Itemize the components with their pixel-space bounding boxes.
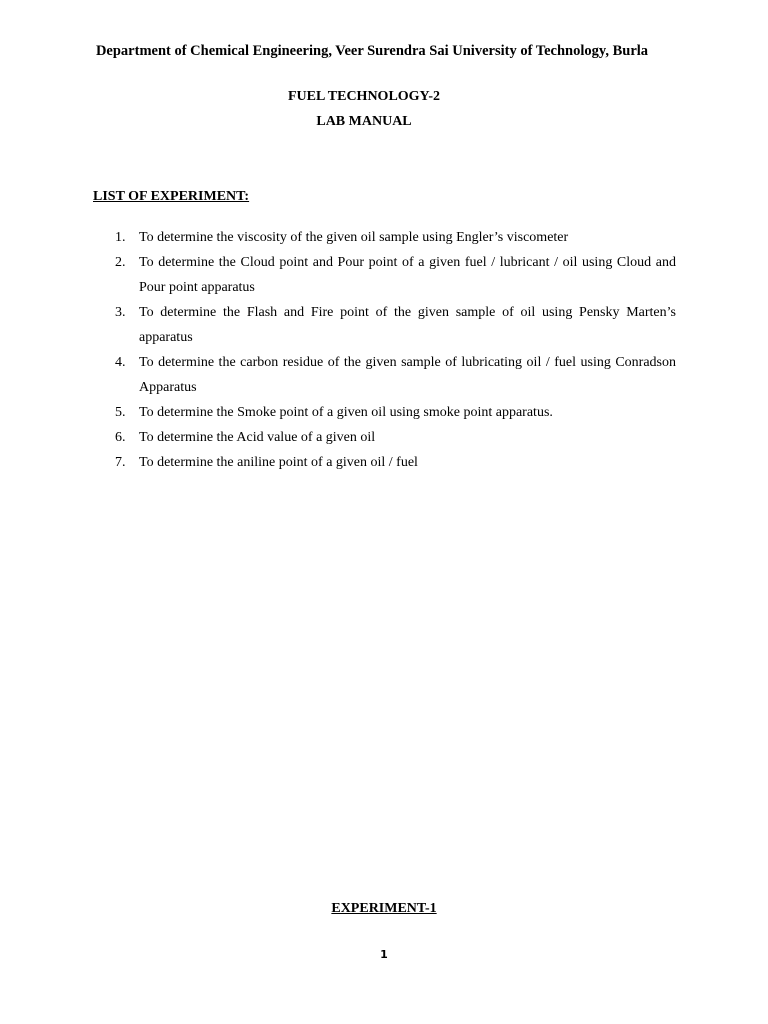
- list-item: [110, 300, 676, 350]
- list-item-text: To determine the Flash and Fire point of the given sample of oil using Pensky Marten’s apparatus: [139, 305, 676, 345]
- list-item-number: 6.: [115, 430, 126, 445]
- list-item-text: To determine the viscosity of the given oil sample using Engler’s viscometer: [139, 230, 569, 245]
- list-item: [110, 225, 676, 250]
- list-item: [110, 400, 676, 425]
- list-item: [110, 250, 676, 300]
- list-item-number: 1.: [115, 230, 126, 245]
- experiment-heading: EXPERIMENT-1: [331, 901, 437, 916]
- list-item-text: To determine the Smoke point of a given oil using smoke point apparatus.: [139, 405, 553, 420]
- page-number: 1: [380, 948, 388, 961]
- manual-subtitle: LAB MANUAL: [316, 114, 412, 129]
- list-item: [110, 450, 676, 475]
- list-item-text: To determine the aniline point of a given oil / fuel: [139, 455, 418, 470]
- list-item-number: 7.: [115, 455, 126, 470]
- list-item-text: To determine the Cloud point and Pour point of a given fuel / lubricant / oil using Cloud and Pour point apparatus: [139, 255, 676, 295]
- list-item: [110, 425, 676, 450]
- list-item-number: 3.: [115, 305, 126, 320]
- list-item: [110, 350, 676, 400]
- list-item-number: 4.: [115, 355, 126, 370]
- course-title: FUEL TECHNOLOGY-2: [287, 89, 441, 104]
- list-item-number: 2.: [115, 255, 126, 270]
- department-header: Department of Chemical Engineering, Veer Surendra Sai University of Technology, Burla: [95, 43, 649, 59]
- experiment-list-heading: LIST OF EXPERIMENT:: [93, 189, 250, 204]
- list-item-number: 5.: [115, 405, 126, 420]
- experiment-list: [110, 225, 676, 475]
- list-item-text: To determine the Acid value of a given oil: [139, 430, 376, 445]
- list-item-text: To determine the carbon residue of the given sample of lubricating oil / fuel using Conradson Apparatus: [139, 355, 676, 395]
